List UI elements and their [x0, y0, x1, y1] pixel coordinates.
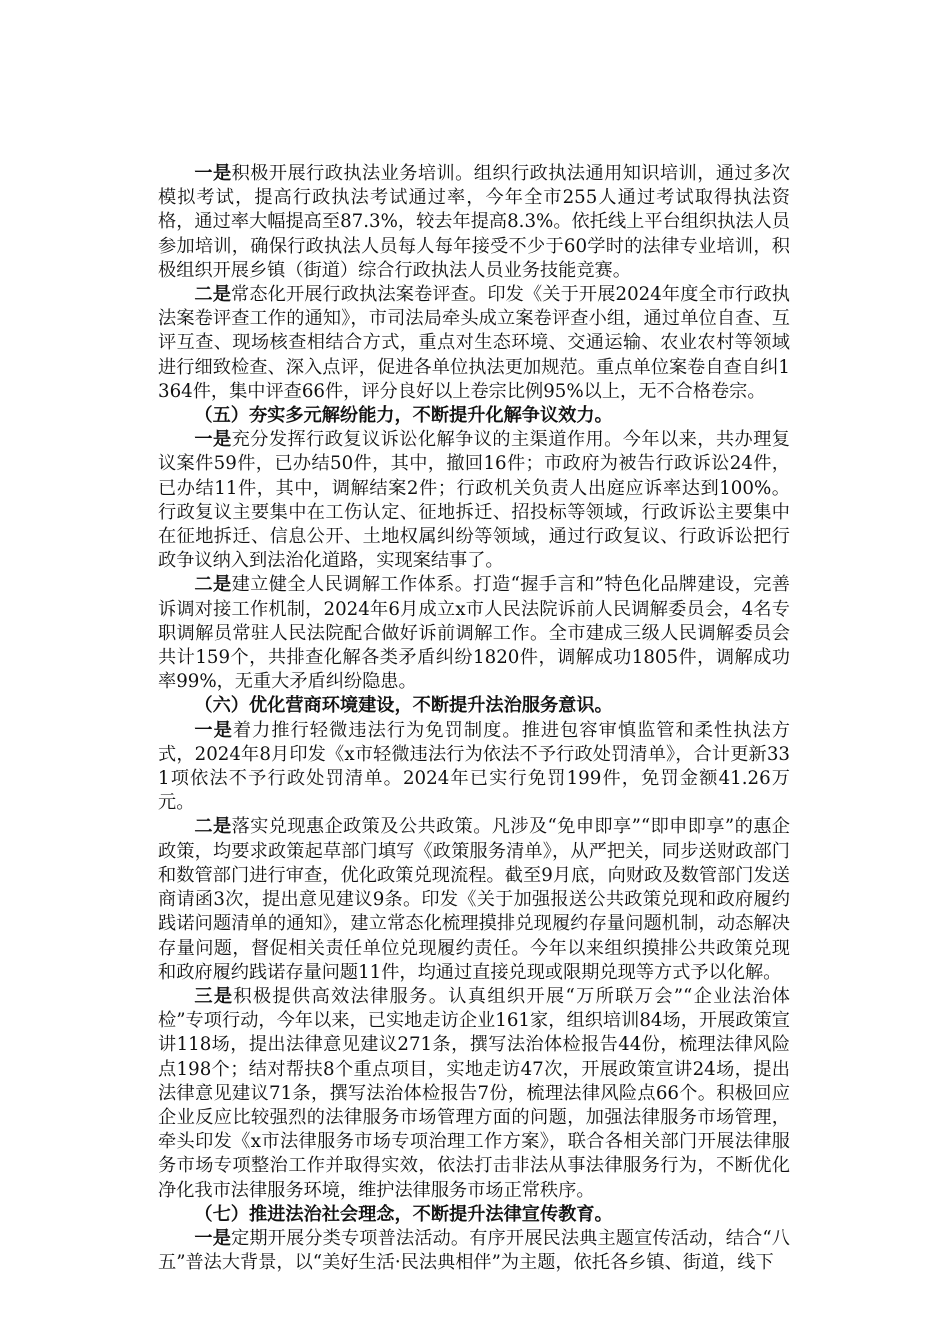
paragraph — [158, 719, 790, 816]
section-heading: （六）优化营商环境建设，不断提升法治服务意识。 — [194, 695, 613, 717]
document-body — [158, 162, 790, 1275]
paragraph-text: 常态化开展行政执法案卷评查。印发《关于开展2024年度全市行政执法案卷评查工作的通知》，市司法局牵头成立案卷评查小组，通过单位自查、互评互查、现场核查相结合方式，重点对生态环境、交通运输、农业农村等领域进行细致检查、深入点评，促进各单位执法更加规范。重点单位案卷自查自纠1364件，集中评查66件，评分良好以上卷宗比例95%以上，无不合格卷宗。 — [158, 284, 790, 402]
paragraph-text: 建立健全人民调解工作体系。打造“握手言和”特色化品牌建设，完善诉调对接工作机制，2024年6月成立x市人民法院诉前人民调解委员会，4名专职调解员常驻人民法院配合做好诉前调解工作。全市建成三级人民调解委员会共计159个，共排查化解各类矛盾纠纷1820件，调解成功1805件，调解成功率99%，无重大矛盾纠纷隐患。 — [158, 574, 790, 693]
paragraph-lead: 一是 — [194, 163, 232, 184]
paragraph — [158, 283, 790, 404]
paragraph-lead: 一是 — [194, 719, 233, 741]
section-heading: （五）夯实多元解纷能力，不断提升化解争议效力。 — [194, 405, 613, 427]
paragraph-lead: 一是 — [194, 1227, 232, 1249]
paragraph-lead: 二是 — [194, 574, 232, 596]
paragraph-text: 定期开展分类专项普法活动。有序开展民法典主题宣传活动，结合“八五”普法大背景，以“美好生活·民法典相伴”为主题，依托各乡镇、街道，线下 — [158, 1227, 790, 1274]
paragraph-text: 充分发挥行政复议诉讼化解争议的主渠道作用。今年以来，共办理复议案件59件，已办结50件，其中，撤回16件；市政府为被告行政诉讼24件，已办结11件，其中，调解结案2件；行政机关负责人出庭应诉率达到100%。行政复议主要集中在工伤认定、征地拆迁、招投标等领域，行政诉讼主要集中在征地拆迁、信息公开、土地权属纠纷等领域，通过行政复议、行政诉讼把行政争议纳入到法治化道路，实现案结事了。 — [158, 429, 790, 572]
section-heading: （七）推进法治社会理念，不断提升法律宣传教育。 — [194, 1203, 613, 1225]
paragraph — [158, 815, 790, 984]
paragraph — [158, 573, 790, 694]
paragraph-text: 积极开展行政执法业务培训。组织行政执法通用知识培训，通过多次模拟考试，提高行政执法考试通过率，今年全市255人通过考试取得执法资格，通过率大幅提高至87.3%，较去年提高8.3%。依托线上平台组织执法人员参加培训，确保行政执法人员每人每年接受不少于60学时的法律专业培训，积极组织开展乡镇（街道）综合行政执法人员业务技能竞赛。 — [158, 163, 790, 281]
paragraph — [158, 985, 790, 1203]
paragraph-lead: 二是 — [194, 284, 232, 306]
paragraph-lead: 二是 — [194, 816, 232, 838]
paragraph — [158, 428, 790, 573]
paragraph-lead: 三是 — [194, 985, 234, 1007]
paragraph-text: 着力推行轻微违法行为免罚制度。推进包容审慎监管和柔性执法方式，2024年8月印发《x市轻微违法行为依法不予行政处罚清单》，合计更新331项依法不予行政处罚清单。2024年已实行免罚199件，免罚金额41.26万元。 — [158, 719, 790, 814]
paragraph — [158, 162, 790, 283]
paragraph — [158, 1227, 790, 1275]
paragraph-lead: 一是 — [194, 429, 232, 451]
paragraph-text: 积极提供高效法律服务。认真组织开展“万所联万会”“企业法治体检”专项行动，今年以来，已实地走访企业161家，组织培训84场，开展政策宣讲118场，提出法律意见建议271条，撰写法治体检报告44份，梳理法律风险点198个；结对帮扶8个重点项目，实地走访47次，开展政策宣讲24场，提出法律意见建议71条，撰写法治体检报告7份，梳理法律风险点66个。积极回应企业反应比较强烈的法律服务市场管理方面的问题，加强法律服务市场管理，牵头印发《x市法律服务市场专项治理工作方案》，联合各相关部门开展法律服务市场专项整治工作并取得实效，依法打击非法从事法律服务行为，不断优化净化我市法律服务环境，维护法律服务市场正常秩序。 — [158, 985, 790, 1201]
paragraph-text: 落实兑现惠企政策及公共政策。凡涉及“免申即享”“即申即享”的惠企政策，均要求政策起草部门填写《政策服务清单》，从严把关，同步送财政部门和数管部门进行审查，优化政策兑现流程。截至9月底，向财政及数管部门发送商请函3次，提出意见建议9条。印发《关于加强报送公共政策兑现和政府履约践诺问题清单的通知》，建立常态化梳理摸排兑现履约存量问题机制，动态解决存量问题，督促相关责任单位兑现履约责任。今年以来组织摸排公共政策兑现和政府履约践诺存量问题11件，均通过直接兑现或限期兑现等方式予以化解。 — [158, 816, 790, 983]
